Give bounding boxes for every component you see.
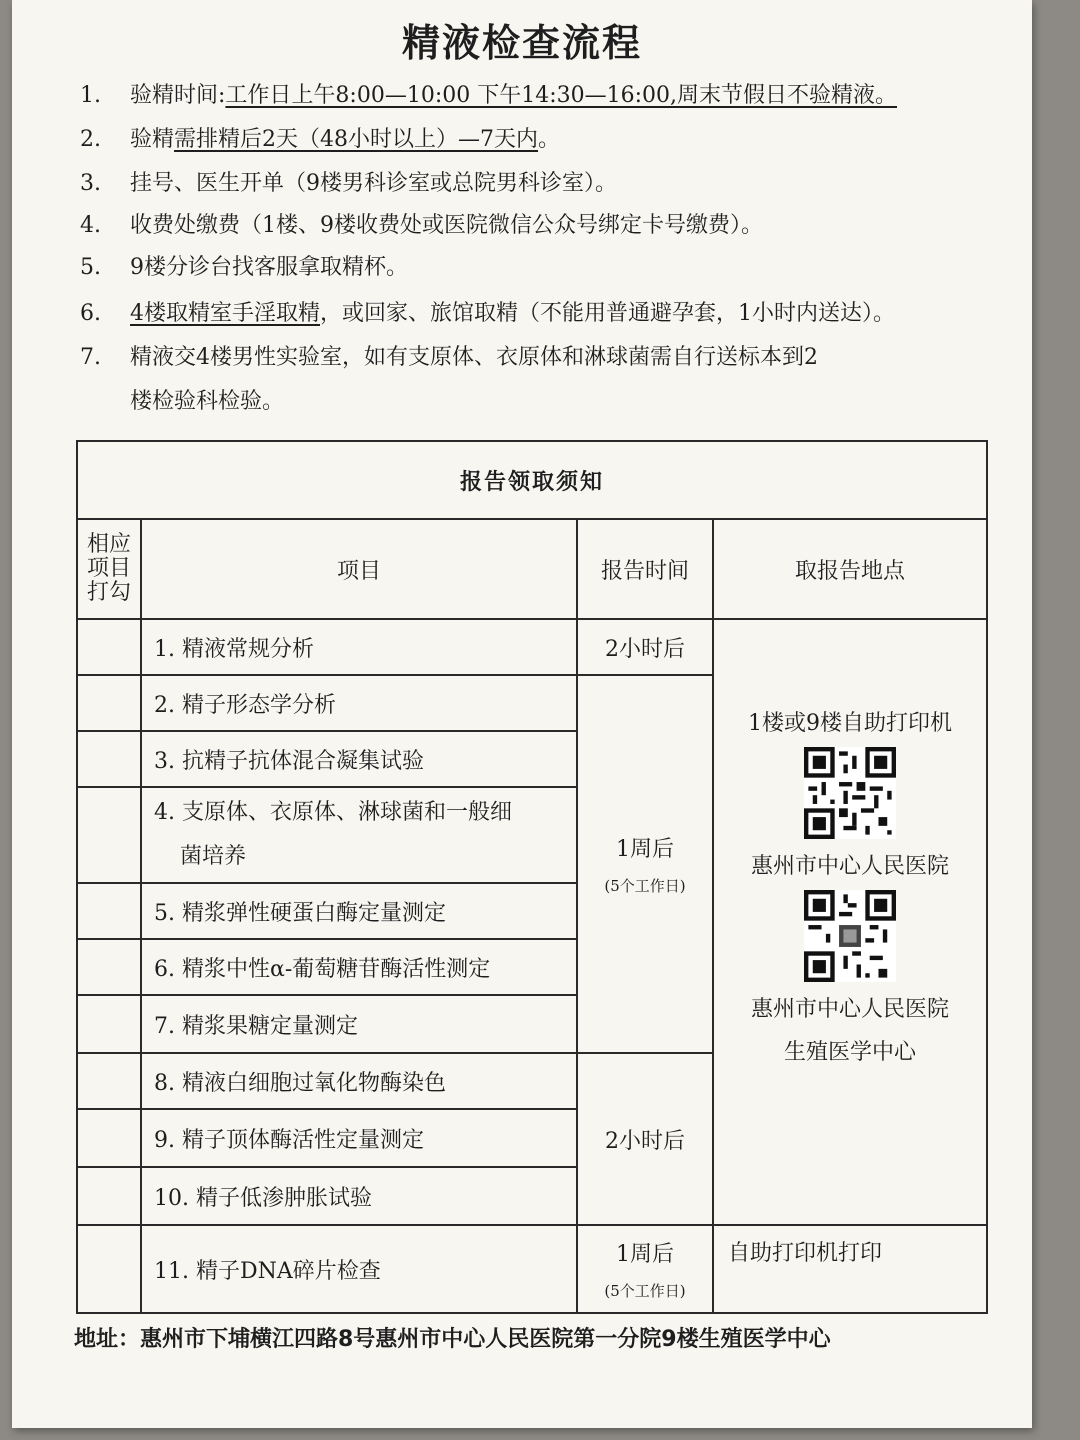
place-main: 1楼或9楼自助打印机 xyxy=(748,711,952,736)
item-cell: 7. 精浆果糖定量测定 xyxy=(141,995,577,1053)
report-table-title: 报告领取须知 xyxy=(77,441,987,519)
qr-code-icon xyxy=(804,890,896,982)
header-item: 项目 xyxy=(141,519,577,619)
qr2-sublabel: 生殖医学中心 xyxy=(784,1040,917,1065)
step-2 xyxy=(80,124,560,156)
time-subnote: (5个工作日) xyxy=(604,1282,686,1300)
check-cell[interactable] xyxy=(77,675,141,731)
step-5 xyxy=(80,252,408,284)
step-underlined: 4楼取精室手淫取精 xyxy=(130,301,320,326)
item-cell: 11. 精子DNA碎片检查 xyxy=(141,1225,577,1313)
step-text: 9楼分诊台找客服拿取精杯。 xyxy=(130,255,408,280)
item-cell: 3. 抗精子抗体混合凝集试验 xyxy=(141,731,577,787)
table-row xyxy=(77,619,987,675)
check-cell[interactable] xyxy=(77,787,141,883)
item-cell: 2. 精子形态学分析 xyxy=(141,675,577,731)
document-sheet xyxy=(12,0,1032,1428)
step-number: 6. xyxy=(80,301,101,326)
step-number: 7. xyxy=(80,345,101,370)
report-table xyxy=(76,440,988,1314)
step-text-post: ，或回家、旅馆取精（不能用普通避孕套，1小时内送达）。 xyxy=(320,301,895,326)
qr-code-icon xyxy=(804,747,896,839)
item-cell: 5. 精浆弹性硬蛋白酶定量测定 xyxy=(141,883,577,939)
step-7-continuation: 楼检验科检验。 xyxy=(130,389,285,414)
table-row xyxy=(77,1225,987,1313)
item-cell: 6. 精浆中性α-葡萄糖苷酶活性测定 xyxy=(141,939,577,995)
step-number: 2. xyxy=(80,127,101,152)
step-3 xyxy=(80,168,617,200)
place-cell: 自助打印机打印 xyxy=(713,1225,987,1313)
step-underlined: 工作日上午8:00—10:00 下午14:30—16:00,周末节假日不验精液。 xyxy=(225,83,898,108)
step-number: 4. xyxy=(80,213,101,238)
qr1-label: 惠州市中心人民医院 xyxy=(751,854,950,879)
step-text: 精液交4楼男性实验室，如有支原体、衣原体和淋球菌需自行送标本到2 xyxy=(130,345,818,370)
item-cell: 9. 精子顶体酶活性定量测定 xyxy=(141,1109,577,1167)
step-number: 5. xyxy=(80,255,101,280)
check-cell[interactable] xyxy=(77,1053,141,1109)
check-cell[interactable] xyxy=(77,1225,141,1313)
document-title: 精液检查流程 xyxy=(401,21,642,65)
step-6 xyxy=(80,298,895,330)
step-number: 1. xyxy=(80,83,101,108)
header-time: 报告时间 xyxy=(577,519,713,619)
step-7 xyxy=(80,342,818,374)
header-place: 取报告地点 xyxy=(713,519,987,619)
item-cell: 1. 精液常规分析 xyxy=(141,619,577,675)
step-4 xyxy=(80,210,763,242)
check-cell[interactable] xyxy=(77,883,141,939)
check-cell[interactable] xyxy=(77,995,141,1053)
step-underlined: 需排精后2天（48小时以上）—7天内 xyxy=(174,127,539,152)
step-text: 挂号、医生开单（9楼男科诊室或总院男科诊室）。 xyxy=(130,171,617,196)
step-text: 验精 xyxy=(130,127,175,152)
address-line: 地址：惠州市下埔横江四路8号惠州市中心人民医院第一分院9楼生殖医学中心 xyxy=(74,1327,831,1352)
step-text-post: 。 xyxy=(538,127,561,152)
step-text: 验精时间: xyxy=(130,83,226,108)
check-cell[interactable] xyxy=(77,1109,141,1167)
item-cell: 4. 支原体、衣原体、淋球菌和一般细 菌培养 xyxy=(141,787,577,883)
item-cell: 8. 精液白细胞过氧化物酶染色 xyxy=(141,1053,577,1109)
item-cell: 10. 精子低渗肿胀试验 xyxy=(141,1167,577,1225)
check-cell[interactable] xyxy=(77,939,141,995)
time-cell: 2小时后 xyxy=(577,619,713,675)
time-cell: 1周后 (5个工作日) xyxy=(577,675,713,1053)
check-cell[interactable] xyxy=(77,619,141,675)
header-check: 相应 项目 打勾 xyxy=(77,519,141,619)
check-cell[interactable] xyxy=(77,731,141,787)
step-number: 3. xyxy=(80,171,101,196)
step-text: 收费处缴费（1楼、9楼收费处或医院微信公众号绑定卡号缴费）。 xyxy=(130,213,763,238)
qr2-label: 惠州市中心人民医院 xyxy=(751,997,950,1022)
check-cell[interactable] xyxy=(77,1167,141,1225)
step-1 xyxy=(80,80,897,112)
time-cell: 2小时后 xyxy=(577,1053,713,1225)
time-cell: 1周后 (5个工作日) xyxy=(577,1225,713,1313)
time-subnote: (5个工作日) xyxy=(604,877,686,895)
place-cell xyxy=(713,619,987,1225)
